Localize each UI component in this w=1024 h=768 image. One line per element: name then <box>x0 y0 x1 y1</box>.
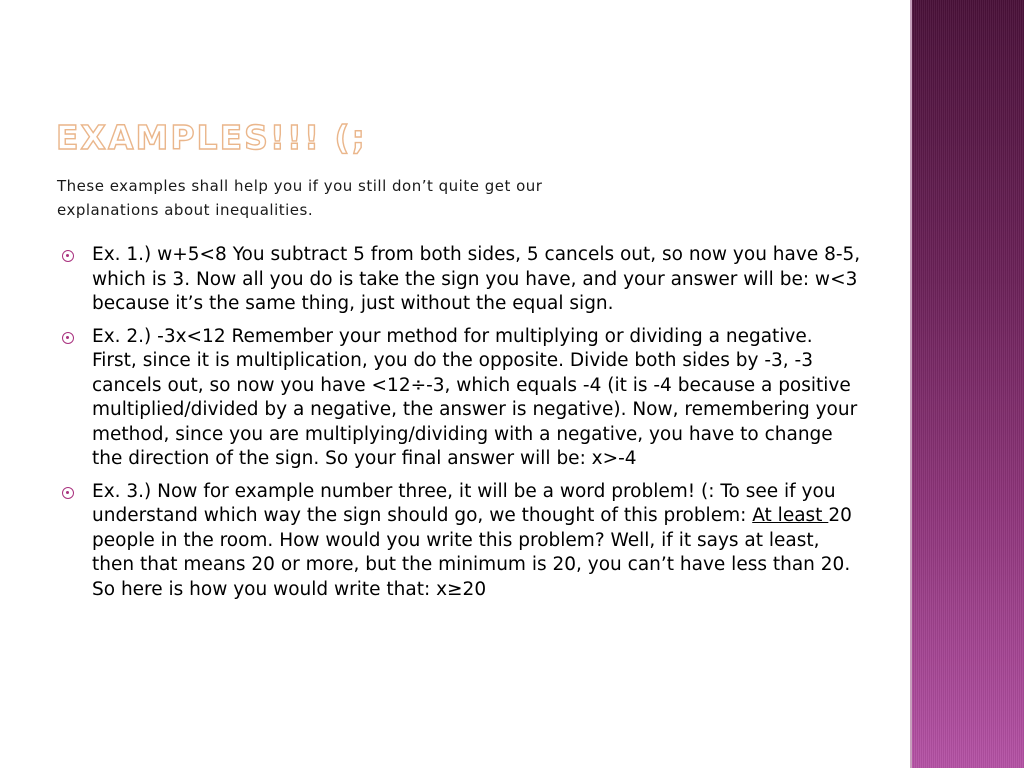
slide-subtitle: These examples shall help you if you still don’t quite get our explanations about inequalities. <box>57 177 543 219</box>
bullet-text-2: Ex. 2.) -3x<12 Remember your method for multiplying or dividing a negative. First, since it is multiplication, you do the opposite. Divide both sides by -3, -3 cancels out, so now you have <12÷-3, which equals -4 (it is -4 because a positive multiplied/divided by a negative, the answer is negative). Now, remembering your method, since you are multiplying/dividing with a negative, you have to change the direction of the sign. So your final answer will be: x>-4 <box>92 325 858 469</box>
bullet-marker-icon <box>62 487 74 499</box>
bullet-marker-icon <box>62 332 74 344</box>
bullet-list <box>62 243 862 610</box>
bullet-text-3-end: 20 people in the room. How would you write this problem? Well, if it says at least, then that means 20 or more, but the minimum is 20, you can’t have less than 20. So here is how you would write that: x≥20 <box>92 505 852 600</box>
slide-title <box>56 117 367 159</box>
side-band <box>912 0 1024 768</box>
slide-title-text: EXAMPLES!!! (; <box>56 118 367 157</box>
bullet-marker-icon <box>62 250 74 262</box>
bullet-item-2 <box>62 325 862 472</box>
bullet-text-3-start: Ex. 3.) Now for example number three, it will be a word problem! (: To see if you understand which way the sign should go, we thought of this problem: <box>92 480 836 526</box>
bullet-item-3 <box>62 480 862 603</box>
bullet-item-1 <box>62 243 862 317</box>
bullet-text-3-underlined: At least <box>752 505 829 526</box>
bullet-text-1: Ex. 1.) w+5<8 You subtract 5 from both sides, 5 cancels out, so now you have 8-5, which is 3. Now all you do is take the sign you have, and your answer will be: w<3 because it’s the same thing, just without the equal sign. <box>92 244 861 314</box>
